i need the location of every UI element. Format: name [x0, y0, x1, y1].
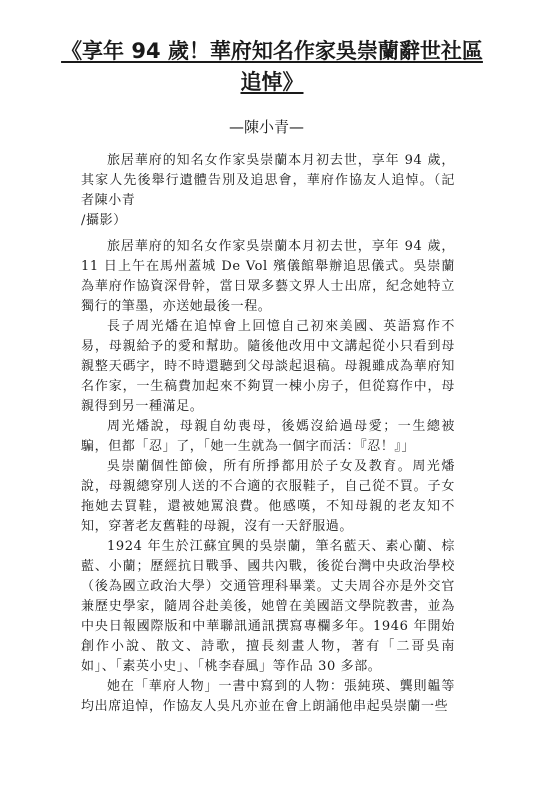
- paragraph: 她在「華府人物」一書中寫到的人物：張純瑛、龔則韞等均出席追悼，作協友人吳凡亦並在會上朗誦他串起吳崇蘭一些: [81, 679, 455, 714]
- photo-caption: 旅居華府的知名女作家吳崇蘭本月初去世，享年 94 歲，其家人先後舉行遺體告別及追思會，華府作協友人追悼。（記者陳小青: [81, 153, 455, 208]
- article-body: [81, 151, 455, 717]
- paragraph: 1924 年生於江蘇宜興的吳崇蘭，筆名藍天、素心蘭、棕藍、小蘭；歷經抗日戰爭、國共內戰，後從台灣中央政治學校（後為國立政治大學）交通管理科畢業。丈夫周谷亦是外交官兼歷史學家，隨周谷赴美後，她曾在美國語文學院教書，並為中央日報國際版和中華聯訊通訊撰寫專欄多年。1946 年開始創作小說、散文、詩歌，擅長刻畫人物，著有「二哥吳南如」、「素英小史」、「桃李春風」等作品 30 多部。: [81, 539, 455, 674]
- paragraph: 吳崇蘭個性節儉，所有所掙都用於子女及教育。周光燔說，母親總穿別人送的不合適的衣服鞋子，自己從不買。子女拖她去買鞋，還被她罵浪費。他感嘆，不知母親的老友知不知，穿著老友舊鞋的母親，沒有一天舒服過。: [81, 459, 455, 534]
- article-byline: —陳小青—: [228, 118, 304, 136]
- paragraph: 長子周光燔在追悼會上回憶自己初來美國、英語寫作不易，母親給予的愛和幫助。隨後他改用中文講起從小只看到母親整天碼字，時不時還聽到父母談起退稿。母親雖成為華府知名作家，一生稿費加起來不夠買一棟小房子，但從寫作中，母親得到另一種滿足。: [81, 319, 455, 414]
- paragraph: 周光燔說，母親自幼喪母，後媽沒給過母愛；一生總被騙，但都「忍」了，「她一生就為一個字而活：『忍！』」: [81, 419, 455, 454]
- article-title: 《享年 94 歲！華府知名作家吳崇蘭辭世社區追悼》: [61, 39, 483, 94]
- paragraph: 旅居華府的知名女作家吳崇蘭本月初去世，享年 94 歲，11 日上午在馬州蓋城 De Vol 殯儀館舉辦追思儀式。吳崇蘭為華府作協資深骨幹，當日眾多藝文界人士出席，紀念她特立獨行的筆墨，亦送她最後一程。: [81, 239, 455, 314]
- photo-caption-credit: /攝影）: [81, 213, 127, 228]
